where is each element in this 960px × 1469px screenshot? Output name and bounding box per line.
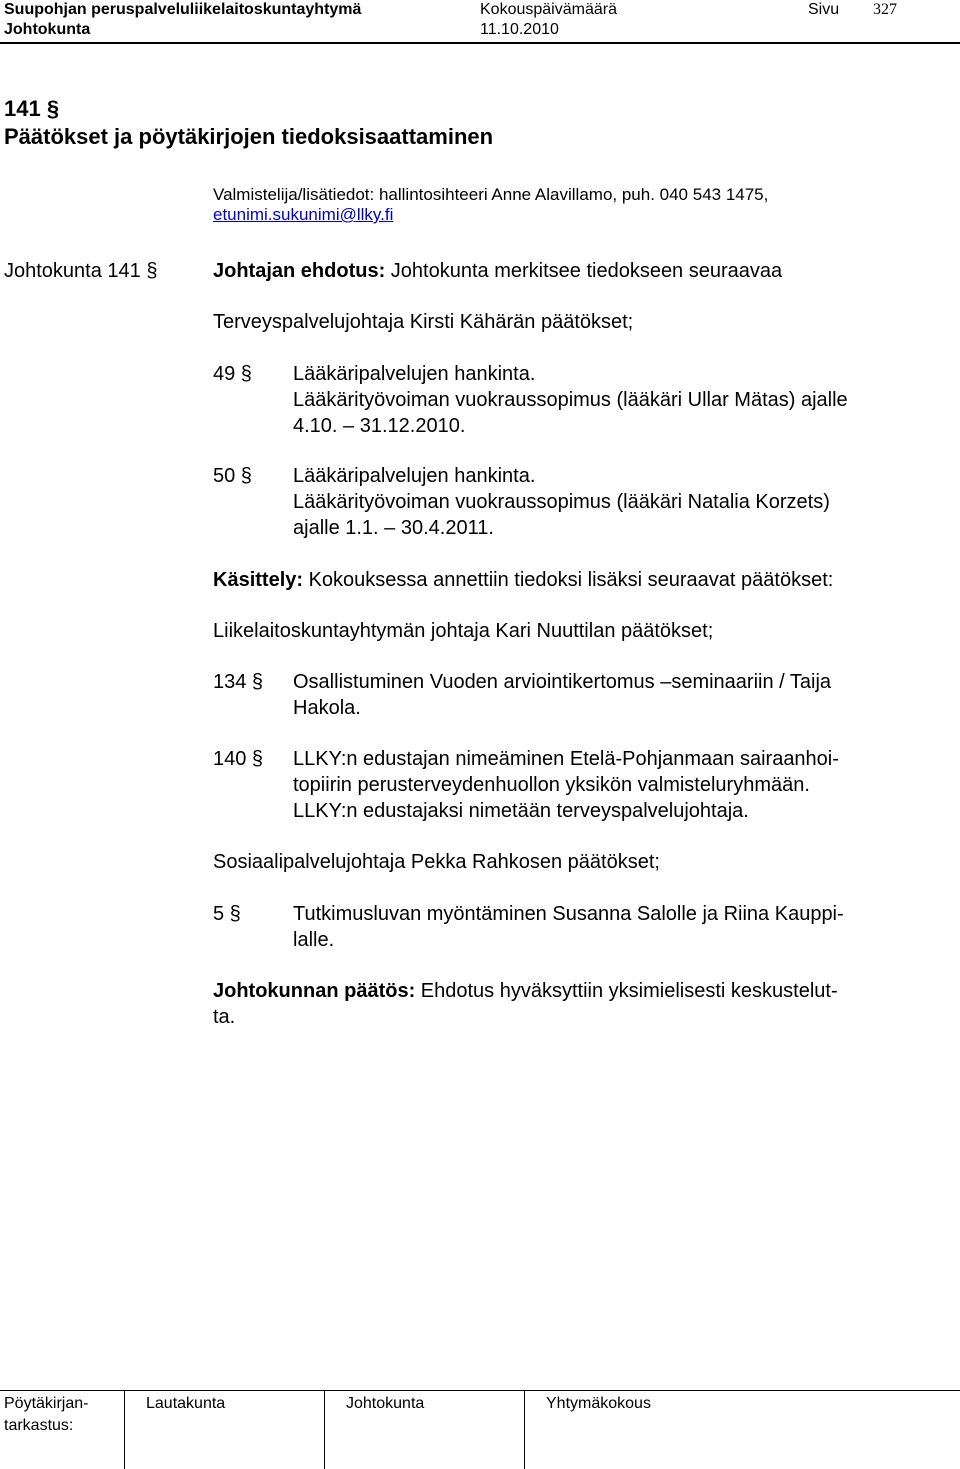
board-decision-label: Johtokunnan päätös: [213,980,416,1002]
section-title: Päätökset ja pöytäkirjojen tiedoksisaattaminen [4,124,494,149]
decision-line: Tutkimusluvan myöntäminen Susanna Salolle ja Riina Kauppi- [293,903,844,925]
decision-line: Lääkäripalvelujen hankinta. [293,465,536,487]
preparer-email-link[interactable]: etunimi.sukunimi@llky.fi [213,205,394,224]
decision-number: 5 § [213,903,241,925]
decision-number: 140 § [213,748,264,770]
decision-number: 49 § [213,363,252,385]
footer-lautakunta: Lautakunta [146,1395,226,1412]
decision-line: Lääkärityövoiman vuokraussopimus (lääkäri Natalia Korzets) [293,491,830,513]
decision-line: Osallistuminen Vuoden arviointikertomus –seminaariin / Taija [293,671,832,693]
footer-divider [124,1390,125,1469]
header-date: 11.10.2010 [480,21,559,38]
proposal-label: Johtajan ehdotus: [213,260,386,282]
footer-rule [0,1390,960,1391]
proposal [213,258,782,284]
decision-line: topiirin perusterveydenhuollon yksikön valmisteluryhmään. [293,774,810,796]
footer-review-label-cont: tarkastus: [4,1417,74,1434]
decision-line: lalle. [293,929,335,951]
section-number: 141 § [4,96,60,121]
proposal-text: Johtokunta merkitsee tiedokseen seuraavaa [385,260,783,282]
decision-line: ajalle 1.1. – 30.4.2011. [293,517,494,539]
decision-text [293,463,927,541]
decision-number: 134 § [213,671,264,693]
footer-yhtymakokous: Yhtymäkokous [546,1395,651,1412]
handling-label: Käsittely: [213,569,304,591]
decision-line: Lääkärityövoiman vuokraussopimus (lääkäri Ullar Mätas) ajalle [293,389,848,411]
decision-text [293,361,927,439]
board-decision [213,978,838,1004]
handling [213,567,833,593]
decision-line: Lääkäripalvelujen hankinta. [293,363,536,385]
decision-text [293,669,927,721]
preparer-line: Valmistelija/lisätiedot: hallintosihteeri Anne Alavillamo, puh. 040 543 1475, [213,185,769,204]
header-page-number: 327 [873,1,897,18]
header-rule [0,42,960,44]
decision-text [293,901,927,953]
handling-text: Kokouksessa annettiin tiedoksi lisäksi seuraavat päätökset: [303,569,834,591]
board-decision-text: Ehdotus hyväksyttiin yksimielisesti keskustelut- [415,980,838,1002]
header-body: Johtokunta [4,21,91,38]
header-page-label: Sivu [808,1,840,18]
decision-line: LLKY:n edustajan nimeäminen Etelä-Pohjanmaan sairaanhoi- [293,748,839,770]
header-org: Suupohjan peruspalveluliikelaitoskuntayhtymä [4,1,362,18]
decision-line: Hakola. [293,697,361,719]
decision-line: LLKY:n edustajaksi nimetään terveyspalvelujohtaja. [293,800,749,822]
footer-johtokunta: Johtokunta [346,1395,425,1412]
footer-review-label: Pöytäkirjan- [4,1395,89,1412]
item-reference: Johtokunta 141 § [4,260,158,282]
header-date-label: Kokouspäivämäärä [480,1,617,18]
footer-divider [324,1390,325,1469]
footer-divider [524,1390,525,1469]
group2-heading: Liikelaitoskuntayhtymän johtaja Kari Nuuttilan päätökset; [213,620,714,642]
group1-heading: Terveyspalvelujohtaja Kirsti Kähärän päätökset; [213,311,634,333]
decision-number: 50 § [213,465,252,487]
board-decision-continuation: ta. [213,1006,236,1028]
group3-heading: Sosiaalipalvelujohtaja Pekka Rahkosen päätökset; [213,851,660,873]
decision-line: 4.10. – 31.12.2010. [293,415,466,437]
decision-text [293,746,927,824]
